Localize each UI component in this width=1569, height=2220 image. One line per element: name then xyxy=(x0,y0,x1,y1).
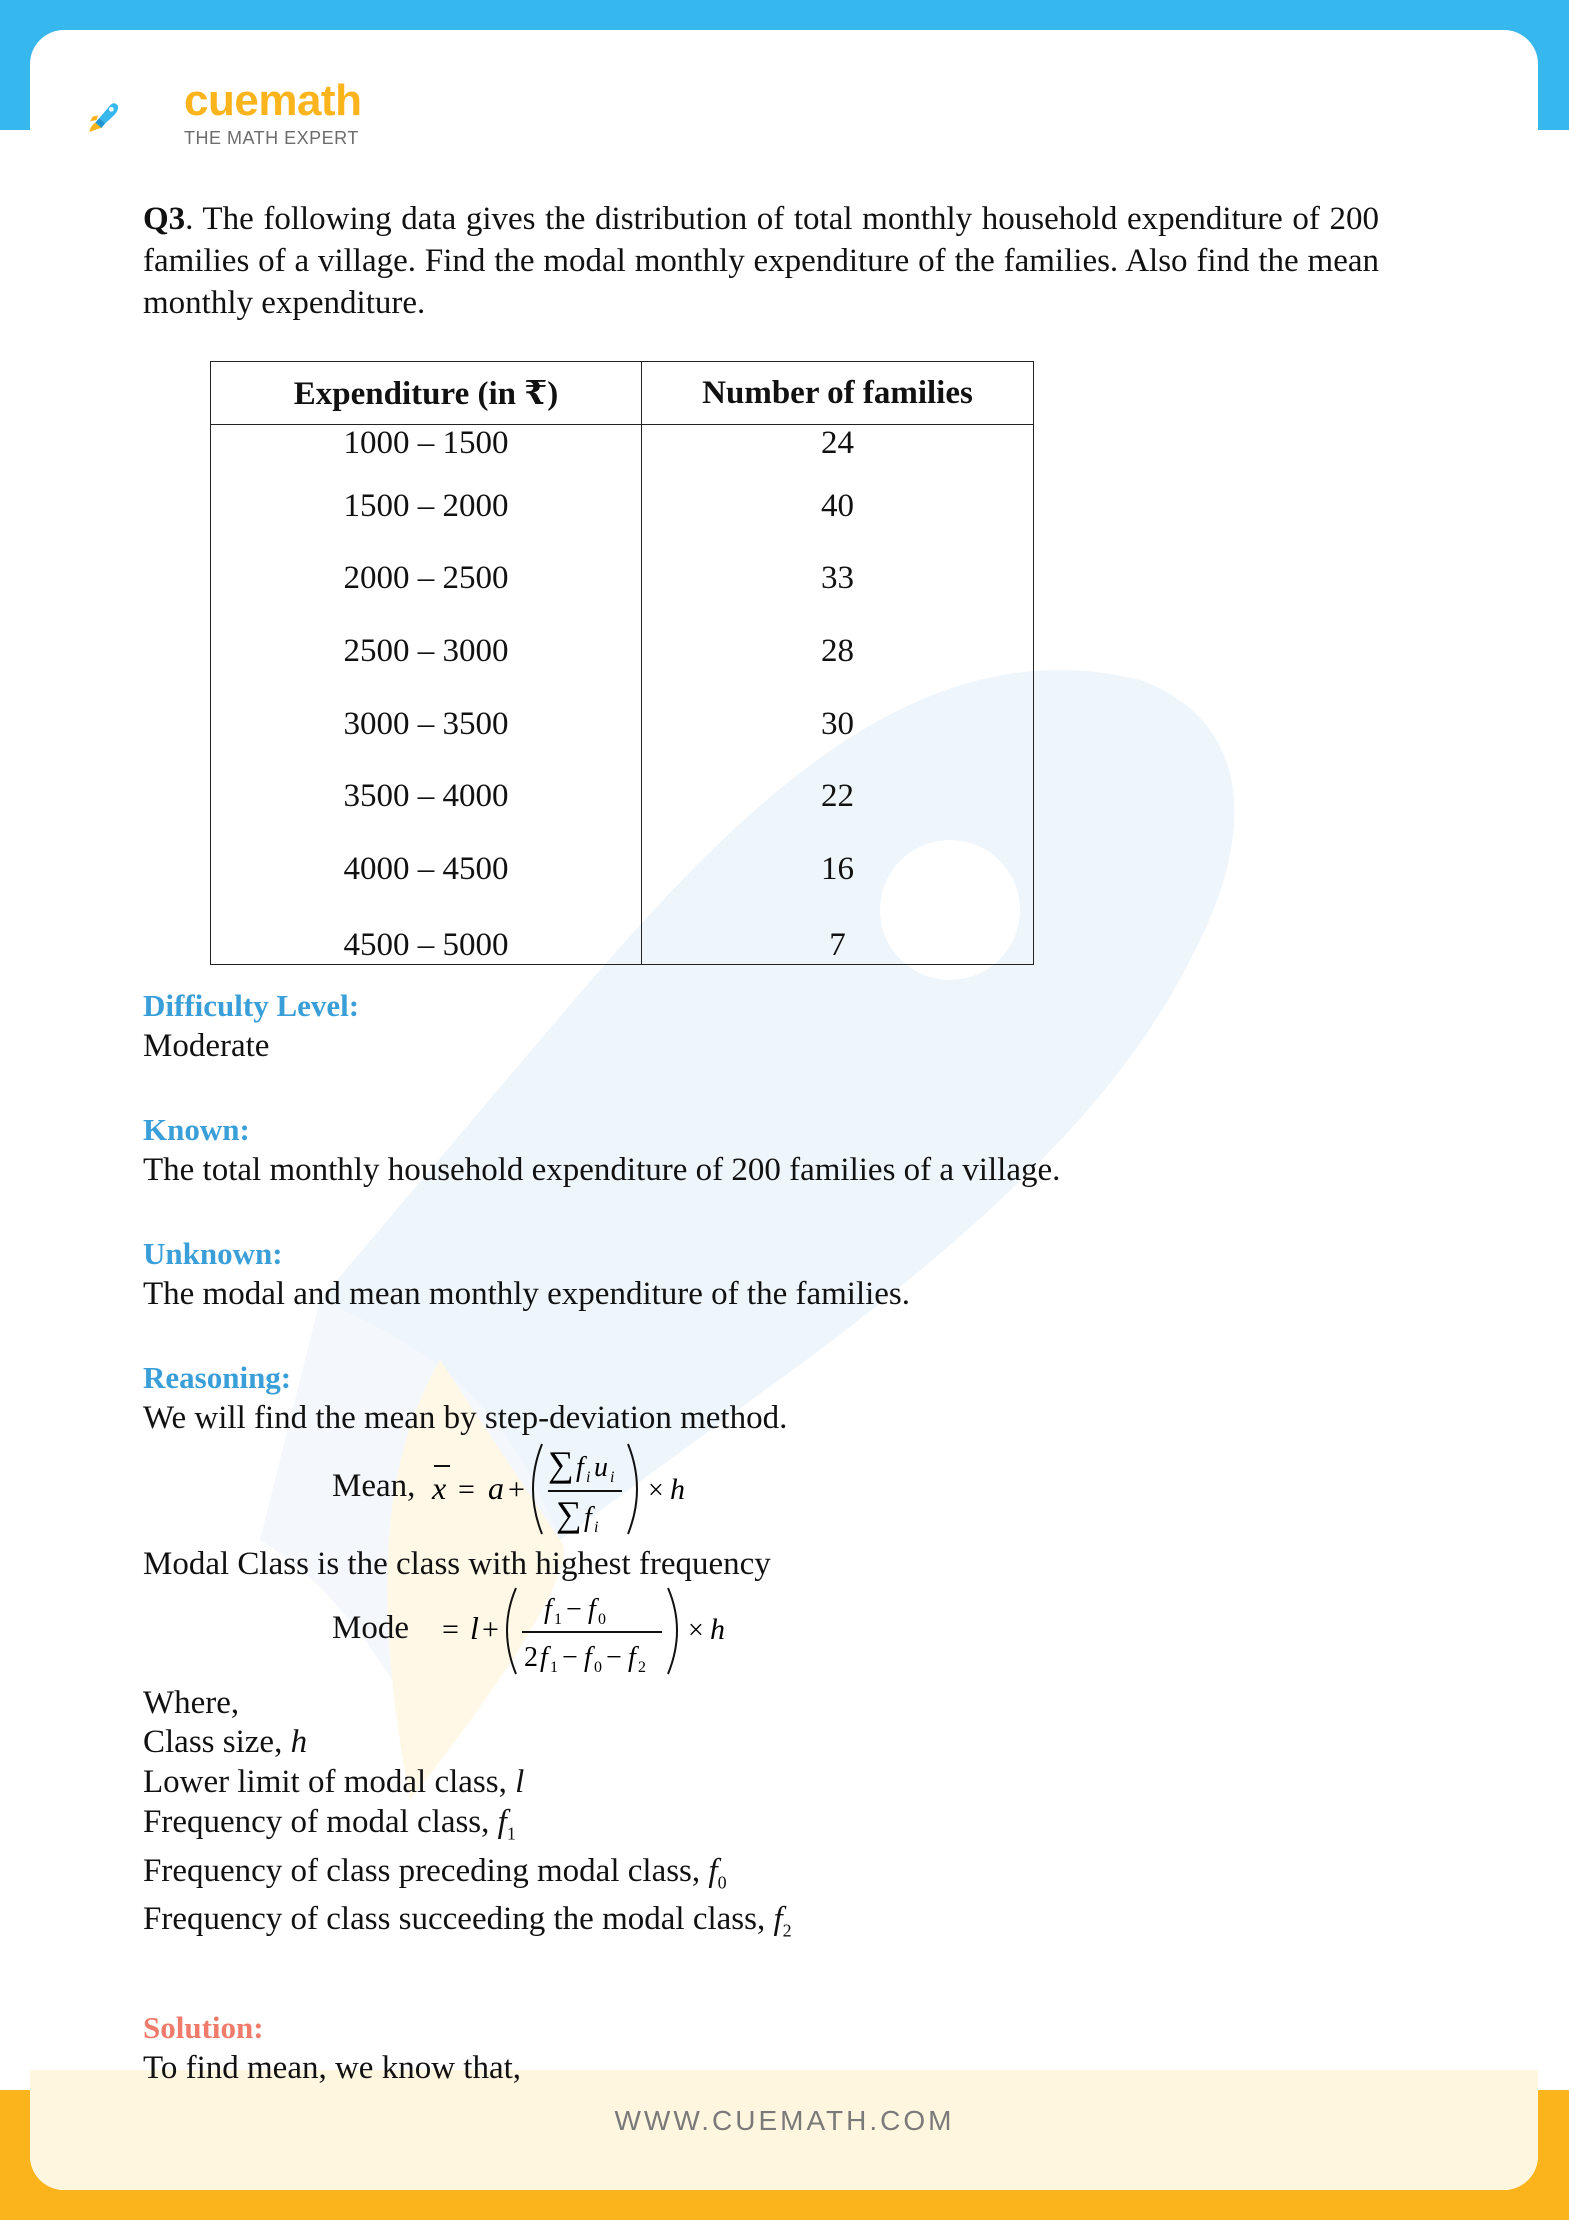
svg-text:×: × xyxy=(648,1475,664,1506)
svg-text:f: f xyxy=(588,1594,596,1625)
definition-class-size xyxy=(143,1722,307,1762)
svg-text:1: 1 xyxy=(554,1611,562,1628)
svg-text:2: 2 xyxy=(638,1659,646,1676)
cell-expenditure: 4500 – 5000 xyxy=(211,906,642,965)
cell-expenditure: 1000 – 1500 xyxy=(211,425,642,471)
table-header-row xyxy=(211,362,1034,425)
svg-text:i: i xyxy=(594,1519,599,1536)
definition-symbol: f xyxy=(708,1853,718,1889)
table-row xyxy=(211,688,1034,761)
mean-label: Mean, xyxy=(332,1468,416,1504)
cell-expenditure: 3000 – 3500 xyxy=(211,688,642,761)
svg-text:2: 2 xyxy=(524,1642,538,1673)
reasoning-intro: We will find the mean by step-deviation method. xyxy=(143,1400,788,1436)
table-row xyxy=(211,833,1034,906)
svg-text:f: f xyxy=(584,1642,592,1673)
column-header-expenditure: Expenditure (in ₹) xyxy=(211,362,642,425)
svg-text:−: − xyxy=(606,1642,622,1673)
svg-text:∑: ∑ xyxy=(556,1494,582,1534)
svg-text:h: h xyxy=(710,1613,725,1646)
svg-text:f: f xyxy=(576,1452,584,1483)
column-header-families: Number of families xyxy=(642,362,1034,425)
svg-text:a: a xyxy=(488,1470,504,1506)
svg-text:f: f xyxy=(628,1642,636,1673)
difficulty-value: Moderate xyxy=(143,1028,270,1064)
definition-subscript: 1 xyxy=(506,1823,516,1844)
reasoning-heading: Reasoning: xyxy=(143,1360,292,1395)
svg-text:−: − xyxy=(562,1642,578,1673)
svg-text:f: f xyxy=(540,1642,548,1673)
cell-expenditure: 4000 – 4500 xyxy=(211,833,642,906)
svg-text:=: = xyxy=(442,1613,459,1646)
svg-text:u: u xyxy=(594,1452,608,1483)
cell-families: 22 xyxy=(642,760,1034,833)
where-label: Where, xyxy=(143,1685,240,1721)
table-row xyxy=(211,470,1034,543)
cell-expenditure: 1500 – 2000 xyxy=(211,470,642,543)
definition-preceding-frequency xyxy=(143,1851,727,1903)
difficulty-heading: Difficulty Level: xyxy=(143,988,360,1023)
solution-heading: Solution: xyxy=(143,2010,264,2045)
svg-text:−: − xyxy=(566,1594,582,1625)
svg-text:+: + xyxy=(508,1473,525,1506)
cell-families: 33 xyxy=(642,543,1034,616)
svg-text:l: l xyxy=(470,1610,479,1646)
mode-formula xyxy=(440,1580,730,1680)
table-row xyxy=(211,425,1034,471)
unknown-text: The modal and mean monthly expenditure of the families. xyxy=(143,1276,911,1312)
question-text xyxy=(143,198,1379,324)
cuemath-rocket-logo-icon xyxy=(88,72,188,162)
definition-subscript: 2 xyxy=(782,1920,792,1941)
svg-text:0: 0 xyxy=(598,1611,606,1628)
cell-families: 28 xyxy=(642,615,1034,688)
known-text: The total monthly household expenditure of 200 families of a village. xyxy=(143,1152,1061,1188)
definition-text: Lower limit of modal class, xyxy=(143,1764,507,1800)
cell-families: 7 xyxy=(642,906,1034,965)
brand-tagline: THE MATH EXPERT xyxy=(184,128,359,148)
definition-succeeding-frequency xyxy=(143,1899,792,1951)
definition-text: Frequency of class preceding modal class, xyxy=(143,1853,701,1889)
svg-text:∑: ∑ xyxy=(548,1444,574,1484)
svg-text:h: h xyxy=(670,1473,685,1506)
definition-symbol: h xyxy=(290,1724,308,1760)
definition-text: Class size, xyxy=(143,1724,283,1760)
svg-text:f: f xyxy=(584,1502,592,1533)
svg-text:i: i xyxy=(610,1469,615,1486)
cell-families: 40 xyxy=(642,470,1034,543)
table-row xyxy=(211,615,1034,688)
svg-text:×: × xyxy=(688,1615,704,1646)
footer-url: WWW.CUEMATH.COM xyxy=(614,2105,955,2136)
question-label: Q3 xyxy=(143,201,186,237)
expenditure-table xyxy=(210,361,1034,965)
svg-text:+: + xyxy=(482,1613,499,1646)
svg-text:f: f xyxy=(544,1594,552,1625)
definition-lower-limit xyxy=(143,1762,524,1802)
modal-class-intro: Modal Class is the class with highest frequency xyxy=(143,1546,771,1582)
svg-text:0: 0 xyxy=(594,1659,602,1676)
cell-families: 30 xyxy=(642,688,1034,761)
cell-families: 16 xyxy=(642,833,1034,906)
known-heading: Known: xyxy=(143,1112,250,1147)
unknown-heading: Unknown: xyxy=(143,1236,283,1271)
cell-families: 24 xyxy=(642,425,1034,471)
svg-text:=: = xyxy=(458,1473,475,1506)
question-body: . The following data gives the distribution of total monthly household expenditure of 200 families of a village. Find the modal monthly expenditure of the families. Also find the mean monthly expenditure. xyxy=(143,201,1379,321)
cell-expenditure: 2500 – 3000 xyxy=(211,615,642,688)
cell-expenditure: 2000 – 2500 xyxy=(211,543,642,616)
svg-text:i: i xyxy=(586,1469,591,1486)
cell-expenditure: 3500 – 4000 xyxy=(211,760,642,833)
definition-subscript: 0 xyxy=(717,1872,727,1893)
svg-text:x: x xyxy=(432,1470,447,1506)
definition-text: Frequency of modal class, xyxy=(143,1804,490,1840)
definition-symbol: f xyxy=(773,1901,783,1937)
table-row xyxy=(211,760,1034,833)
table-row xyxy=(211,906,1034,965)
definition-text: Frequency of class succeeding the modal class, xyxy=(143,1901,766,1937)
mean-formula xyxy=(430,1436,700,1536)
brand-name: cuemath xyxy=(184,76,362,125)
svg-text:1: 1 xyxy=(550,1659,558,1676)
definition-symbol: l xyxy=(515,1764,525,1800)
solution-intro: To find mean, we know that, xyxy=(143,2050,522,2086)
definition-symbol: f xyxy=(497,1804,507,1840)
definition-modal-frequency xyxy=(143,1802,516,1854)
table-row xyxy=(211,543,1034,616)
mode-label: Mode xyxy=(332,1610,409,1646)
